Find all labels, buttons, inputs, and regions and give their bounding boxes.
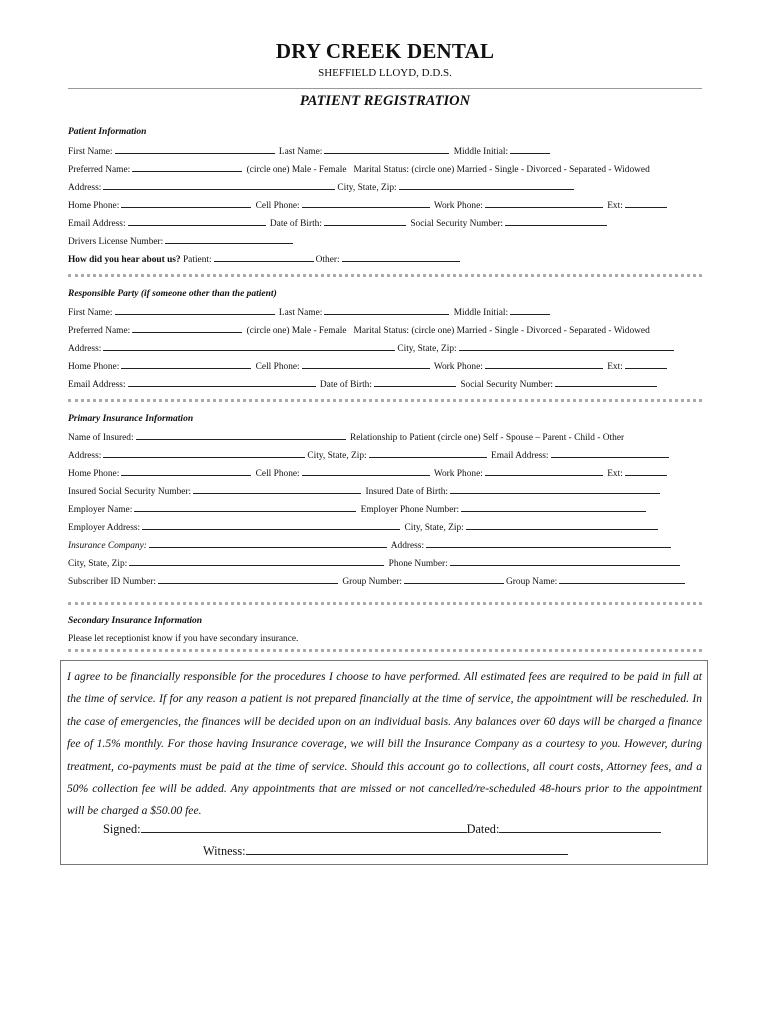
insured-ssn-label: Insured Social Security Number: (68, 487, 192, 497)
witness-field[interactable] (246, 843, 568, 855)
city-state-zip-label: City, State, Zip: (397, 344, 457, 354)
responsible-phone-row (68, 359, 740, 373)
practice-name: DRY CREEK DENTAL (275, 39, 495, 63)
secondary-note (68, 632, 740, 646)
middle-initial-field[interactable] (510, 305, 550, 315)
ext-field[interactable] (625, 359, 667, 369)
section-divider (68, 274, 702, 277)
secondary-note-text: Please let receptionist know if you have secondary insurance. (68, 634, 299, 644)
cell-phone-label: Cell Phone: (255, 201, 300, 211)
primary-insured-row (68, 430, 740, 444)
ext-label: Ext: (607, 469, 623, 479)
section-divider (68, 399, 702, 402)
employer-city-state-zip-label: City, State, Zip: (404, 523, 464, 533)
address-field[interactable] (103, 448, 305, 458)
phone-number-field[interactable] (450, 556, 680, 566)
ext-label: Ext: (607, 201, 623, 211)
gender-option[interactable]: (circle one) Male - Female (246, 165, 347, 175)
primary-employer-row (68, 502, 740, 516)
preferred-name-label: Preferred Name: (68, 326, 131, 336)
phone-number-label: Phone Number: (388, 559, 448, 569)
employer-phone-label: Employer Phone Number: (360, 505, 460, 515)
city-state-zip-field[interactable] (369, 448, 487, 458)
home-phone-field[interactable] (121, 198, 251, 208)
financial-agreement-box (60, 660, 708, 865)
gender-option[interactable]: (circle one) Male - Female (246, 326, 347, 336)
email-field[interactable] (128, 377, 316, 387)
dob-field[interactable] (374, 377, 456, 387)
email-label: Email Address: (68, 380, 126, 390)
home-phone-label: Home Phone: (68, 201, 120, 211)
dob-field[interactable] (324, 216, 406, 226)
group-name-field[interactable] (559, 574, 685, 584)
home-phone-field[interactable] (121, 466, 251, 476)
city-state-zip-field[interactable] (399, 180, 574, 190)
middle-initial-label: Middle Initial: (453, 147, 509, 157)
marital-status-option[interactable]: Marital Status: (circle one) Married - Single - Divorced - Separated - Widowed (353, 326, 650, 336)
address-label: Address: (68, 344, 102, 354)
home-phone-label: Home Phone: (68, 362, 120, 372)
signed-label: Signed: (103, 822, 141, 836)
signed-row (103, 821, 661, 837)
middle-initial-label: Middle Initial: (453, 308, 509, 318)
preferred-name-label: Preferred Name: (68, 165, 131, 175)
employer-phone-field[interactable] (461, 502, 646, 512)
patient-license-row (68, 234, 740, 248)
patient-referral-row (68, 252, 740, 266)
first-name-field[interactable] (115, 305, 275, 315)
referral-other-field[interactable] (342, 252, 460, 262)
dated-label: Dated: (466, 822, 500, 836)
signature-field[interactable] (141, 821, 467, 833)
date-field[interactable] (499, 821, 661, 833)
last-name-label: Last Name: (278, 308, 323, 318)
referral-patient-label: Patient: (182, 255, 212, 265)
patient-email-row (68, 216, 740, 230)
primary-subscriber-row (68, 574, 740, 588)
ssn-field[interactable] (505, 216, 607, 226)
insurance-city-state-zip-label: City, State, Zip: (68, 559, 128, 569)
responsible-section-title: Responsible Party (if someone other than the patient) (68, 289, 277, 299)
responsible-name-row (68, 305, 740, 319)
employer-address-field[interactable] (142, 520, 400, 530)
employer-address-label: Employer Address: (68, 523, 141, 533)
work-phone-label: Work Phone: (433, 201, 483, 211)
email-field[interactable] (128, 216, 266, 226)
employer-city-state-zip-field[interactable] (466, 520, 658, 530)
insurance-address-field[interactable] (426, 538, 671, 548)
ext-field[interactable] (625, 466, 667, 476)
subscriber-id-label: Subscriber ID Number: (68, 577, 157, 587)
insurance-company-label: Insurance Company: (68, 541, 147, 551)
dob-label: Date of Birth: (319, 380, 372, 390)
group-number-field[interactable] (404, 574, 504, 584)
cell-phone-field[interactable] (302, 359, 430, 369)
ssn-field[interactable] (555, 377, 657, 387)
referral-other-label: Other: (315, 255, 340, 265)
preferred-name-field[interactable] (132, 162, 242, 172)
work-phone-field[interactable] (485, 198, 603, 208)
relationship-option[interactable]: Relationship to Patient (circle one) Self - Spouse – Parent - Child - Other (349, 433, 625, 443)
secondary-insurance-section-title: Secondary Insurance Information (68, 616, 203, 626)
responsible-preferred-row (68, 323, 740, 337)
agreement-text: I agree to be financially responsible for the procedures I choose to have performed. All estimated fees are required to be paid in full at the time of service. If for any reason a patient is not prepared financially at the time of service, the appointment will be rescheduled. In the case of emergencies, the finances will be decided upon on an individual basis. Any balances over 60 days will be charged a finance fee of 1.5% monthly. For those having Insurance coverage, we will bill the Insurance Company as a courtesy to you. However, during treatment, co-payments must be paid at the time of service. Should this account go to collections, all court costs, Attorney fees, and a 50% collection fee will be added. Any appointments that are missed or not cancelled/re-scheduled 48-hours prior to the appointment will be charged a $50.00 fee. (67, 670, 702, 818)
email-label: Email Address: (68, 219, 126, 229)
section-divider (68, 602, 702, 605)
ext-label: Ext: (607, 362, 623, 372)
insurance-address-label: Address: (390, 541, 425, 551)
cell-phone-field[interactable] (302, 198, 430, 208)
patient-preferred-row (68, 162, 740, 176)
ssn-label: Social Security Number: (460, 380, 554, 390)
responsible-address-row (68, 341, 740, 355)
primary-ssn-row (68, 484, 740, 498)
work-phone-field[interactable] (485, 466, 603, 476)
home-phone-label: Home Phone: (68, 469, 120, 479)
name-of-insured-field[interactable] (136, 430, 346, 440)
work-phone-label: Work Phone: (433, 469, 483, 479)
first-name-label: First Name: (68, 147, 113, 157)
witness-label: Witness: (203, 844, 246, 858)
cell-phone-label: Cell Phone: (255, 362, 300, 372)
patient-phone-row (68, 198, 740, 212)
patient-address-row (68, 180, 740, 194)
witness-row (203, 843, 568, 859)
address-label: Address: (68, 451, 102, 461)
city-state-zip-field[interactable] (459, 341, 674, 351)
cell-phone-label: Cell Phone: (255, 469, 300, 479)
primary-address-row (68, 448, 740, 462)
email-label: Email Address: (490, 451, 549, 461)
ext-field[interactable] (625, 198, 667, 208)
primary-company-row (68, 538, 740, 552)
insured-dob-label: Insured Date of Birth: (365, 487, 449, 497)
city-state-zip-label: City, State, Zip: (307, 451, 367, 461)
last-name-field[interactable] (324, 144, 449, 154)
home-phone-field[interactable] (121, 359, 251, 369)
primary-employer-address-row (68, 520, 740, 534)
first-name-label: First Name: (68, 308, 113, 318)
cell-phone-field[interactable] (302, 466, 430, 476)
form-title: PATIENT REGISTRATION (299, 93, 471, 109)
subscriber-id-field[interactable] (158, 574, 338, 584)
middle-initial-field[interactable] (510, 144, 550, 154)
patient-section-title: Patient Information (68, 127, 147, 137)
primary-phone-row (68, 466, 740, 480)
drivers-license-label: Drivers License Number: (68, 237, 164, 247)
referral-patient-field[interactable] (214, 252, 314, 262)
insurance-company-field[interactable] (149, 538, 387, 548)
group-number-label: Group Number: (342, 577, 402, 587)
primary-insurance-section-title: Primary Insurance Information (68, 414, 194, 424)
section-divider (68, 649, 702, 652)
preferred-name-field[interactable] (132, 323, 242, 333)
doctor-name: SHEFFIELD LLOYD, D.D.S. (318, 67, 452, 79)
address-label: Address: (68, 183, 102, 193)
patient-name-row (68, 144, 740, 158)
employer-name-label: Employer Name: (68, 505, 133, 515)
referral-question: How did you hear about us? (68, 255, 181, 265)
last-name-field[interactable] (324, 305, 449, 315)
insured-ssn-field[interactable] (193, 484, 361, 494)
city-state-zip-label: City, State, Zip: (337, 183, 397, 193)
work-phone-field[interactable] (485, 359, 603, 369)
insured-dob-field[interactable] (450, 484, 660, 494)
insurance-city-state-zip-field[interactable] (129, 556, 384, 566)
work-phone-label: Work Phone: (433, 362, 483, 372)
email-field[interactable] (551, 448, 669, 458)
header-divider (68, 88, 702, 89)
name-of-insured-label: Name of Insured: (68, 433, 134, 443)
marital-status-option[interactable]: Marital Status: (circle one) Married - Single - Divorced - Separated - Widowed (353, 165, 650, 175)
first-name-field[interactable] (115, 144, 275, 154)
last-name-label: Last Name: (278, 147, 323, 157)
primary-insurance-csz-row (68, 556, 740, 570)
group-name-label: Group Name: (505, 577, 558, 587)
responsible-email-row (68, 377, 740, 391)
ssn-label: Social Security Number: (410, 219, 504, 229)
address-field[interactable] (103, 341, 395, 351)
address-field[interactable] (103, 180, 335, 190)
drivers-license-field[interactable] (165, 234, 293, 244)
employer-name-field[interactable] (134, 502, 356, 512)
dob-label: Date of Birth: (269, 219, 322, 229)
